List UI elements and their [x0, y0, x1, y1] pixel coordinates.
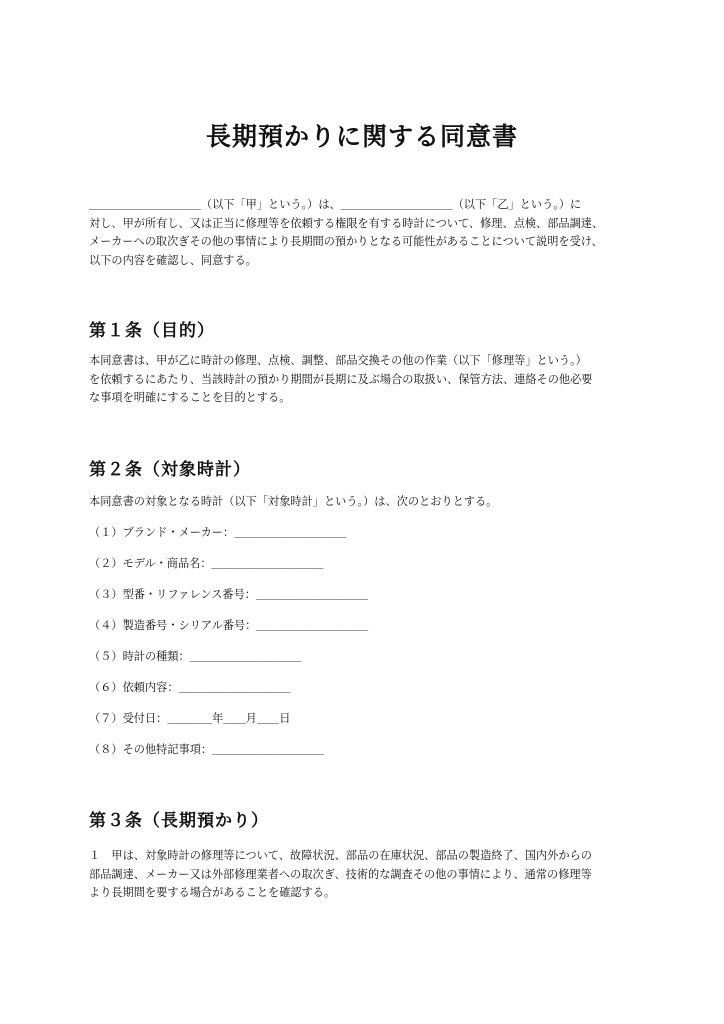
target-watch-item-date: （７）受付日：＿＿＿＿年＿＿月＿＿日 [89, 712, 291, 725]
section-3-body: １ 甲は、対象時計の修理等について、故障状況、部品の在庫状況、部品の製造終了、国内外からの 部品調達、メーカー又は外部修理業者への取次ぎ、技術的な調査その他の事情により、通常の修理等 より長期間を要する場合があることを確認する。 [89, 849, 592, 899]
target-watch-item-type: （５）時計の種類：＿＿＿＿＿＿＿＿＿＿ [89, 650, 302, 663]
target-watch-item-brand: （１）ブランド・メーカー：＿＿＿＿＿＿＿＿＿＿ [89, 526, 347, 539]
section-1-body: 本同意書は、甲が乙に時計の修理、点検、調整、部品交換その他の作業（以下「修理等」という。） を依頼するにあたり、当該時計の預かり期間が長期に及ぶ場合の取扱い、保管方法、連絡その他必要 な事項を明確にすることを目的とする。 [89, 354, 593, 404]
target-watch-item-serial: （４）製造番号・シリアル番号：＿＿＿＿＿＿＿＿＿＿ [89, 619, 369, 632]
target-watch-item-model: （２）モデル・商品名：＿＿＿＿＿＿＿＿＿＿ [89, 557, 324, 570]
intro-paragraph: ＿＿＿＿＿＿＿＿＿＿（以下「甲」という。）は、＿＿＿＿＿＿＿＿＿＿（以下「乙」という。）に 対し、甲が所有し、又は正当に修理等を依頼する権限を有する時計について、修理、点検、部品調達、 メーカーへの取次ぎその他の事情により長期間の預かりとなる可能性があることについて説明を受け、 以下の内容を確認し、同意する。 [89, 198, 604, 267]
section-2-heading: 第２条（対象時計） [89, 460, 251, 480]
document-title: 長期預かりに関する同意書 [205, 122, 518, 151]
target-watch-item-request: （６）依頼内容：＿＿＿＿＿＿＿＿＿＿ [89, 681, 291, 694]
target-watch-item-reference: （３）型番・リファレンス番号：＿＿＿＿＿＿＿＿＿＿ [89, 588, 368, 601]
section-3-heading: 第３条（長期預かり） [89, 811, 269, 831]
section-1-heading: 第１条（目的） [89, 321, 215, 341]
section-2-body: 本同意書の対象となる時計（以下「対象時計」という。）は、次のとおりとする。 [89, 495, 498, 508]
target-watch-item-notes: （８）その他特記事項：＿＿＿＿＿＿＿＿＿＿ [89, 743, 324, 756]
